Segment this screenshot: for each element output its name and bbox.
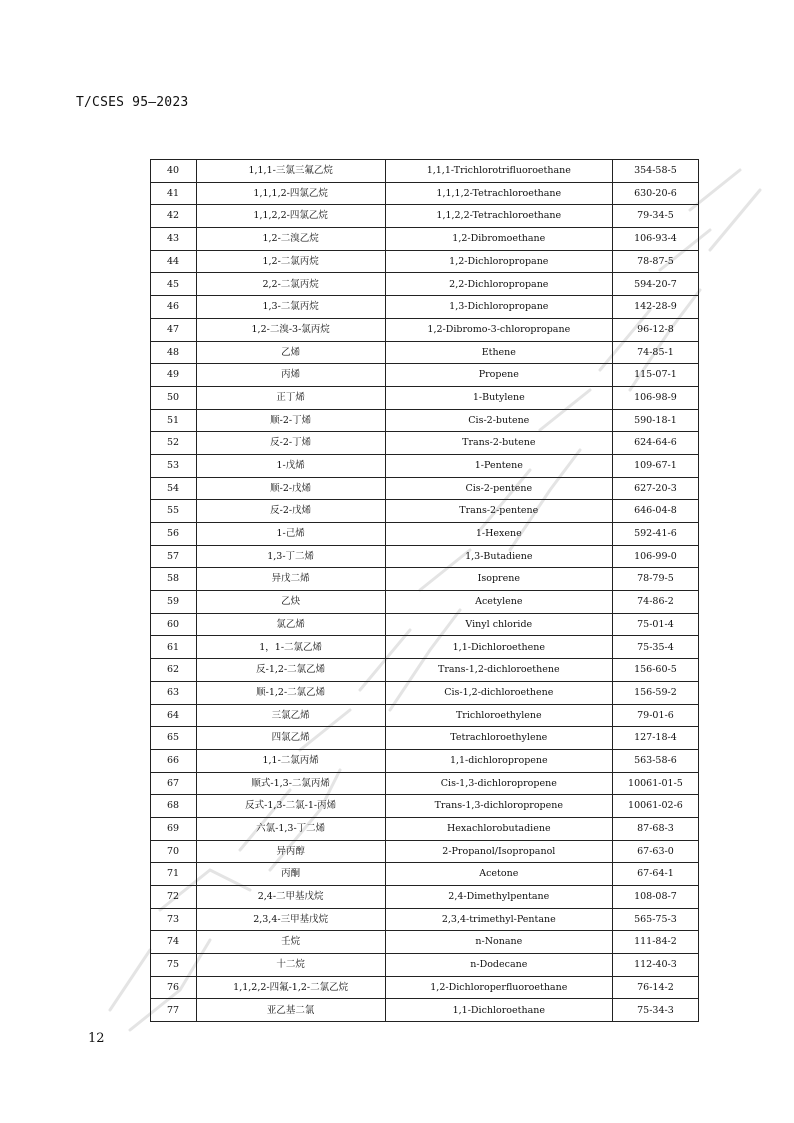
cas-number-cell: 10061-01-5 (612, 772, 698, 795)
table-row (75, 954, 699, 977)
table-row (75, 931, 699, 954)
category-cell (75, 364, 150, 387)
table-row (75, 636, 699, 659)
chinese-name-cell: 1,3-二氯丙烷 (196, 296, 385, 319)
chinese-name-cell: 反-2-戊烯 (196, 500, 385, 523)
english-name-cell: n-Dodecane (385, 954, 612, 977)
category-cell (75, 954, 150, 977)
serial-number-cell: 68 (150, 795, 196, 818)
chinese-name-cell: 2,2-二氯丙烷 (196, 273, 385, 296)
category-cell (75, 432, 150, 455)
table-row (75, 296, 699, 319)
chinese-name-cell: 壬烷 (196, 931, 385, 954)
table-row (75, 545, 699, 568)
english-name-cell: 1-Butylene (385, 386, 612, 409)
category-cell (75, 704, 150, 727)
english-name-cell: Acetone (385, 863, 612, 886)
cas-number-cell: 627-20-3 (612, 477, 698, 500)
cas-number-cell: 109-67-1 (612, 454, 698, 477)
chinese-name-cell: 1,3-丁二烯 (196, 545, 385, 568)
chinese-name-cell: 乙炔 (196, 591, 385, 614)
chinese-name-cell: 反-1,2-二氯乙烯 (196, 659, 385, 682)
chinese-name-cell: 乙烯 (196, 341, 385, 364)
table-row (75, 205, 699, 228)
cas-number-cell: 624-64-6 (612, 432, 698, 455)
category-cell (75, 205, 150, 228)
category-cell (75, 250, 150, 273)
english-name-cell: 1,2-Dibromo-3-chloropropane (385, 318, 612, 341)
category-cell (75, 795, 150, 818)
category-cell (75, 931, 150, 954)
compound-table-wrapper (75, 159, 699, 1022)
category-cell (75, 409, 150, 432)
english-name-cell: 2,3,4-trimethyl-Pentane (385, 908, 612, 931)
english-name-cell: Trans-2-butene (385, 432, 612, 455)
serial-number-cell: 72 (150, 886, 196, 909)
category-cell (75, 591, 150, 614)
table-row (75, 727, 699, 750)
serial-number-cell: 41 (150, 182, 196, 205)
cas-number-cell: 127-18-4 (612, 727, 698, 750)
table-row (75, 817, 699, 840)
chinese-name-cell: 1,2-二溴-3-氯丙烷 (196, 318, 385, 341)
english-name-cell: 2-Propanol/Isopropanol (385, 840, 612, 863)
chinese-name-cell: 1,1,1-三氯三氟乙烷 (196, 160, 385, 183)
cas-number-cell: 75-01-4 (612, 613, 698, 636)
serial-number-cell: 46 (150, 296, 196, 319)
chinese-name-cell: 1，1-二氯乙烯 (196, 636, 385, 659)
chinese-name-cell: 三氯乙烯 (196, 704, 385, 727)
english-name-cell: Trans-1,3-dichloropropene (385, 795, 612, 818)
category-cell (75, 772, 150, 795)
serial-number-cell: 76 (150, 976, 196, 999)
compound-table (75, 159, 699, 1022)
serial-number-cell: 48 (150, 341, 196, 364)
table-row (75, 409, 699, 432)
table-row (75, 976, 699, 999)
english-name-cell: Tetrachloroethylene (385, 727, 612, 750)
chinese-name-cell: 四氯乙烯 (196, 727, 385, 750)
serial-number-cell: 42 (150, 205, 196, 228)
category-cell (75, 568, 150, 591)
serial-number-cell: 56 (150, 523, 196, 546)
english-name-cell: Cis-1,3-dichloropropene (385, 772, 612, 795)
serial-number-cell: 73 (150, 908, 196, 931)
chinese-name-cell: 1,1-二氯丙烯 (196, 749, 385, 772)
table-row (75, 160, 699, 183)
table-row (75, 454, 699, 477)
serial-number-cell: 51 (150, 409, 196, 432)
chinese-name-cell: 反-2-丁烯 (196, 432, 385, 455)
chinese-name-cell: 1-己烯 (196, 523, 385, 546)
category-cell (75, 545, 150, 568)
chinese-name-cell: 异丙醇 (196, 840, 385, 863)
category-cell (75, 681, 150, 704)
table-row (75, 568, 699, 591)
serial-number-cell: 75 (150, 954, 196, 977)
cas-number-cell: 10061-02-6 (612, 795, 698, 818)
category-cell (75, 160, 150, 183)
cas-number-cell: 96-12-8 (612, 318, 698, 341)
serial-number-cell: 43 (150, 228, 196, 251)
table-row (75, 772, 699, 795)
serial-number-cell: 64 (150, 704, 196, 727)
category-cell (75, 659, 150, 682)
english-name-cell: Isoprene (385, 568, 612, 591)
chinese-name-cell: 丙酮 (196, 863, 385, 886)
category-cell (75, 908, 150, 931)
english-name-cell: Cis-2-butene (385, 409, 612, 432)
serial-number-cell: 61 (150, 636, 196, 659)
category-cell (75, 863, 150, 886)
cas-number-cell: 67-64-1 (612, 863, 698, 886)
english-name-cell: 1,1,1-Trichlorotrifluoroethane (385, 160, 612, 183)
table-row (75, 659, 699, 682)
serial-number-cell: 69 (150, 817, 196, 840)
cas-number-cell: 630-20-6 (612, 182, 698, 205)
chinese-name-cell: 1,1,2,2-四氟-1,2-二氯乙烷 (196, 976, 385, 999)
cas-number-cell: 115-07-1 (612, 364, 698, 387)
table-row (75, 840, 699, 863)
category-cell (75, 523, 150, 546)
chinese-name-cell: 2,4-二甲基戊烷 (196, 886, 385, 909)
serial-number-cell: 65 (150, 727, 196, 750)
cas-number-cell: 156-59-2 (612, 681, 698, 704)
cas-number-cell: 108-08-7 (612, 886, 698, 909)
table-row (75, 795, 699, 818)
chinese-name-cell: 顺-1,2-二氯乙烯 (196, 681, 385, 704)
cas-number-cell: 67-63-0 (612, 840, 698, 863)
cas-number-cell: 106-93-4 (612, 228, 698, 251)
category-cell (75, 273, 150, 296)
table-row (75, 613, 699, 636)
table-row (75, 432, 699, 455)
serial-number-cell: 59 (150, 591, 196, 614)
english-name-cell: Trichloroethylene (385, 704, 612, 727)
cas-number-cell: 87-68-3 (612, 817, 698, 840)
chinese-name-cell: 顺-2-戊烯 (196, 477, 385, 500)
table-row (75, 591, 699, 614)
chinese-name-cell: 2,3,4-三甲基戊烷 (196, 908, 385, 931)
english-name-cell: 2,4-Dimethylpentane (385, 886, 612, 909)
serial-number-cell: 74 (150, 931, 196, 954)
standard-code-header: T/CSES 95—2023 (76, 95, 189, 110)
chinese-name-cell: 正丁烯 (196, 386, 385, 409)
english-name-cell: Vinyl chloride (385, 613, 612, 636)
chinese-name-cell: 1-戊烯 (196, 454, 385, 477)
table-row (75, 182, 699, 205)
table-row (75, 908, 699, 931)
table-row (75, 999, 699, 1022)
compound-table-body (75, 160, 699, 1022)
serial-number-cell: 44 (150, 250, 196, 273)
table-row (75, 500, 699, 523)
cas-number-cell: 78-79-5 (612, 568, 698, 591)
chinese-name-cell: 1,1,1,2-四氯乙烷 (196, 182, 385, 205)
english-name-cell: n-Nonane (385, 931, 612, 954)
category-cell (75, 613, 150, 636)
chinese-name-cell: 1,2-二溴乙烷 (196, 228, 385, 251)
category-cell (75, 386, 150, 409)
serial-number-cell: 67 (150, 772, 196, 795)
cas-number-cell: 106-99-0 (612, 545, 698, 568)
cas-number-cell: 156-60-5 (612, 659, 698, 682)
cas-number-cell: 142-28-9 (612, 296, 698, 319)
serial-number-cell: 77 (150, 999, 196, 1022)
chinese-name-cell: 丙烯 (196, 364, 385, 387)
category-cell (75, 886, 150, 909)
category-cell (75, 727, 150, 750)
chinese-name-cell: 异戊二烯 (196, 568, 385, 591)
category-cell (75, 976, 150, 999)
cas-number-cell: 79-01-6 (612, 704, 698, 727)
serial-number-cell: 52 (150, 432, 196, 455)
serial-number-cell: 45 (150, 273, 196, 296)
cas-number-cell: 106-98-9 (612, 386, 698, 409)
english-name-cell: 2,2-Dichloropropane (385, 273, 612, 296)
chinese-name-cell: 顺-2-丁烯 (196, 409, 385, 432)
category-cell (75, 318, 150, 341)
serial-number-cell: 63 (150, 681, 196, 704)
table-row (75, 364, 699, 387)
english-name-cell: 1-Hexene (385, 523, 612, 546)
chinese-name-cell: 亚乙基二氯 (196, 999, 385, 1022)
category-cell (75, 296, 150, 319)
chinese-name-cell: 1,1,2,2-四氯乙烷 (196, 205, 385, 228)
chinese-name-cell: 反式-1,3-二氯-1-丙烯 (196, 795, 385, 818)
english-name-cell: 1,2-Dichloroperfluoroethane (385, 976, 612, 999)
english-name-cell: 1,1-dichloropropene (385, 749, 612, 772)
table-row (75, 863, 699, 886)
english-name-cell: 1,3-Dichloropropane (385, 296, 612, 319)
english-name-cell: Trans-1,2-dichloroethene (385, 659, 612, 682)
cas-number-cell: 111-84-2 (612, 931, 698, 954)
table-row (75, 250, 699, 273)
chinese-name-cell: 十二烷 (196, 954, 385, 977)
category-cell (75, 636, 150, 659)
serial-number-cell: 53 (150, 454, 196, 477)
table-row (75, 477, 699, 500)
english-name-cell: 1,1-Dichloroethene (385, 636, 612, 659)
category-cell (75, 477, 150, 500)
cas-number-cell: 594-20-7 (612, 273, 698, 296)
category-cell (75, 999, 150, 1022)
english-name-cell: 1,2-Dibromoethane (385, 228, 612, 251)
chinese-name-cell: 1,2-二氯丙烷 (196, 250, 385, 273)
chinese-name-cell: 六氯-1,3-丁二烯 (196, 817, 385, 840)
english-name-cell: 1,2-Dichloropropane (385, 250, 612, 273)
cas-number-cell: 74-85-1 (612, 341, 698, 364)
cas-number-cell: 590-18-1 (612, 409, 698, 432)
english-name-cell: 1,1,2,2-Tetrachloroethane (385, 205, 612, 228)
serial-number-cell: 66 (150, 749, 196, 772)
cas-number-cell: 75-34-3 (612, 999, 698, 1022)
english-name-cell: 1-Pentene (385, 454, 612, 477)
serial-number-cell: 47 (150, 318, 196, 341)
serial-number-cell: 71 (150, 863, 196, 886)
english-name-cell: Ethene (385, 341, 612, 364)
table-row (75, 704, 699, 727)
cas-number-cell: 565-75-3 (612, 908, 698, 931)
table-row (75, 228, 699, 251)
category-cell (75, 341, 150, 364)
cas-number-cell: 78-87-5 (612, 250, 698, 273)
cas-number-cell: 75-35-4 (612, 636, 698, 659)
serial-number-cell: 55 (150, 500, 196, 523)
cas-number-cell: 563-58-6 (612, 749, 698, 772)
serial-number-cell: 40 (150, 160, 196, 183)
serial-number-cell: 70 (150, 840, 196, 863)
table-row (75, 886, 699, 909)
serial-number-cell: 58 (150, 568, 196, 591)
cas-number-cell: 646-04-8 (612, 500, 698, 523)
table-row (75, 681, 699, 704)
category-cell (75, 817, 150, 840)
category-cell (75, 454, 150, 477)
serial-number-cell: 60 (150, 613, 196, 636)
cas-number-cell: 592-41-6 (612, 523, 698, 546)
table-row (75, 318, 699, 341)
category-cell (75, 749, 150, 772)
english-name-cell: 1,1,1,2-Tetrachloroethane (385, 182, 612, 205)
english-name-cell: Hexachlorobutadiene (385, 817, 612, 840)
table-row (75, 386, 699, 409)
table-row (75, 523, 699, 546)
table-row (75, 273, 699, 296)
chinese-name-cell: 氯乙烯 (196, 613, 385, 636)
english-name-cell: Trans-2-pentene (385, 500, 612, 523)
serial-number-cell: 57 (150, 545, 196, 568)
table-row (75, 341, 699, 364)
page-number: 12 (88, 1031, 105, 1046)
serial-number-cell: 62 (150, 659, 196, 682)
cas-number-cell: 112-40-3 (612, 954, 698, 977)
category-cell (75, 500, 150, 523)
english-name-cell: Cis-2-pentene (385, 477, 612, 500)
english-name-cell: 1,3-Butadiene (385, 545, 612, 568)
chinese-name-cell: 顺式-1,3-二氯丙烯 (196, 772, 385, 795)
cas-number-cell: 76-14-2 (612, 976, 698, 999)
category-cell (75, 840, 150, 863)
serial-number-cell: 54 (150, 477, 196, 500)
cas-number-cell: 79-34-5 (612, 205, 698, 228)
serial-number-cell: 50 (150, 386, 196, 409)
cas-number-cell: 74-86-2 (612, 591, 698, 614)
english-name-cell: 1,1-Dichloroethane (385, 999, 612, 1022)
serial-number-cell: 49 (150, 364, 196, 387)
english-name-cell: Acetylene (385, 591, 612, 614)
table-row (75, 749, 699, 772)
category-cell (75, 182, 150, 205)
english-name-cell: Cis-1,2-dichloroethene (385, 681, 612, 704)
cas-number-cell: 354-58-5 (612, 160, 698, 183)
english-name-cell: Propene (385, 364, 612, 387)
category-cell (75, 228, 150, 251)
